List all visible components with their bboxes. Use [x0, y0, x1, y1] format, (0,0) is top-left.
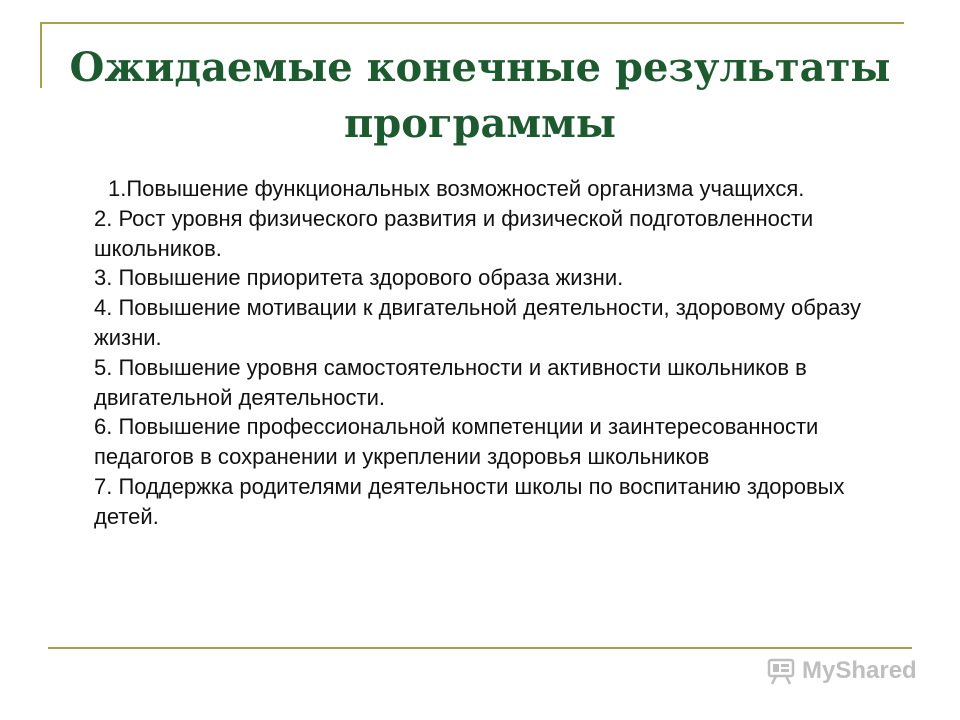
list-item: 2. Рост уровня физического развития и физической подготовленности школьников.: [94, 205, 814, 261]
slide-title-line-2: программы: [344, 100, 616, 147]
presentation-board-icon: [766, 656, 796, 686]
list-item: 3. Повышение приоритета здорового образа жизни.: [94, 265, 624, 291]
list-item: 5. Повышение уровня самостоятельности и активности школьников в двигательной деятельности.: [94, 354, 807, 410]
top-divider: [40, 22, 904, 24]
list-item: 6. Повышение профессиональной компетенции и заинтересованности педагогов в сохранении и укреплении здоровья школьников: [94, 414, 819, 470]
watermark-text: MyShared: [802, 657, 917, 684]
list-item: 7. Поддержка родителями деятельности школы по воспитанию здоровых детей.: [94, 473, 845, 529]
results-list: [94, 174, 894, 532]
list-item: 4. Повышение мотивации к двигательной деятельности, здоровому образу жизни.: [94, 295, 861, 350]
list-item: 1.Повышение функциональных возможностей организма учащихся.: [108, 176, 805, 201]
left-divider: [40, 22, 42, 88]
slide-title-line-1: Ожидаемые конечные результаты: [69, 44, 891, 91]
bottom-divider: [48, 647, 912, 649]
watermark: [766, 656, 917, 686]
slide-title: [60, 40, 900, 152]
